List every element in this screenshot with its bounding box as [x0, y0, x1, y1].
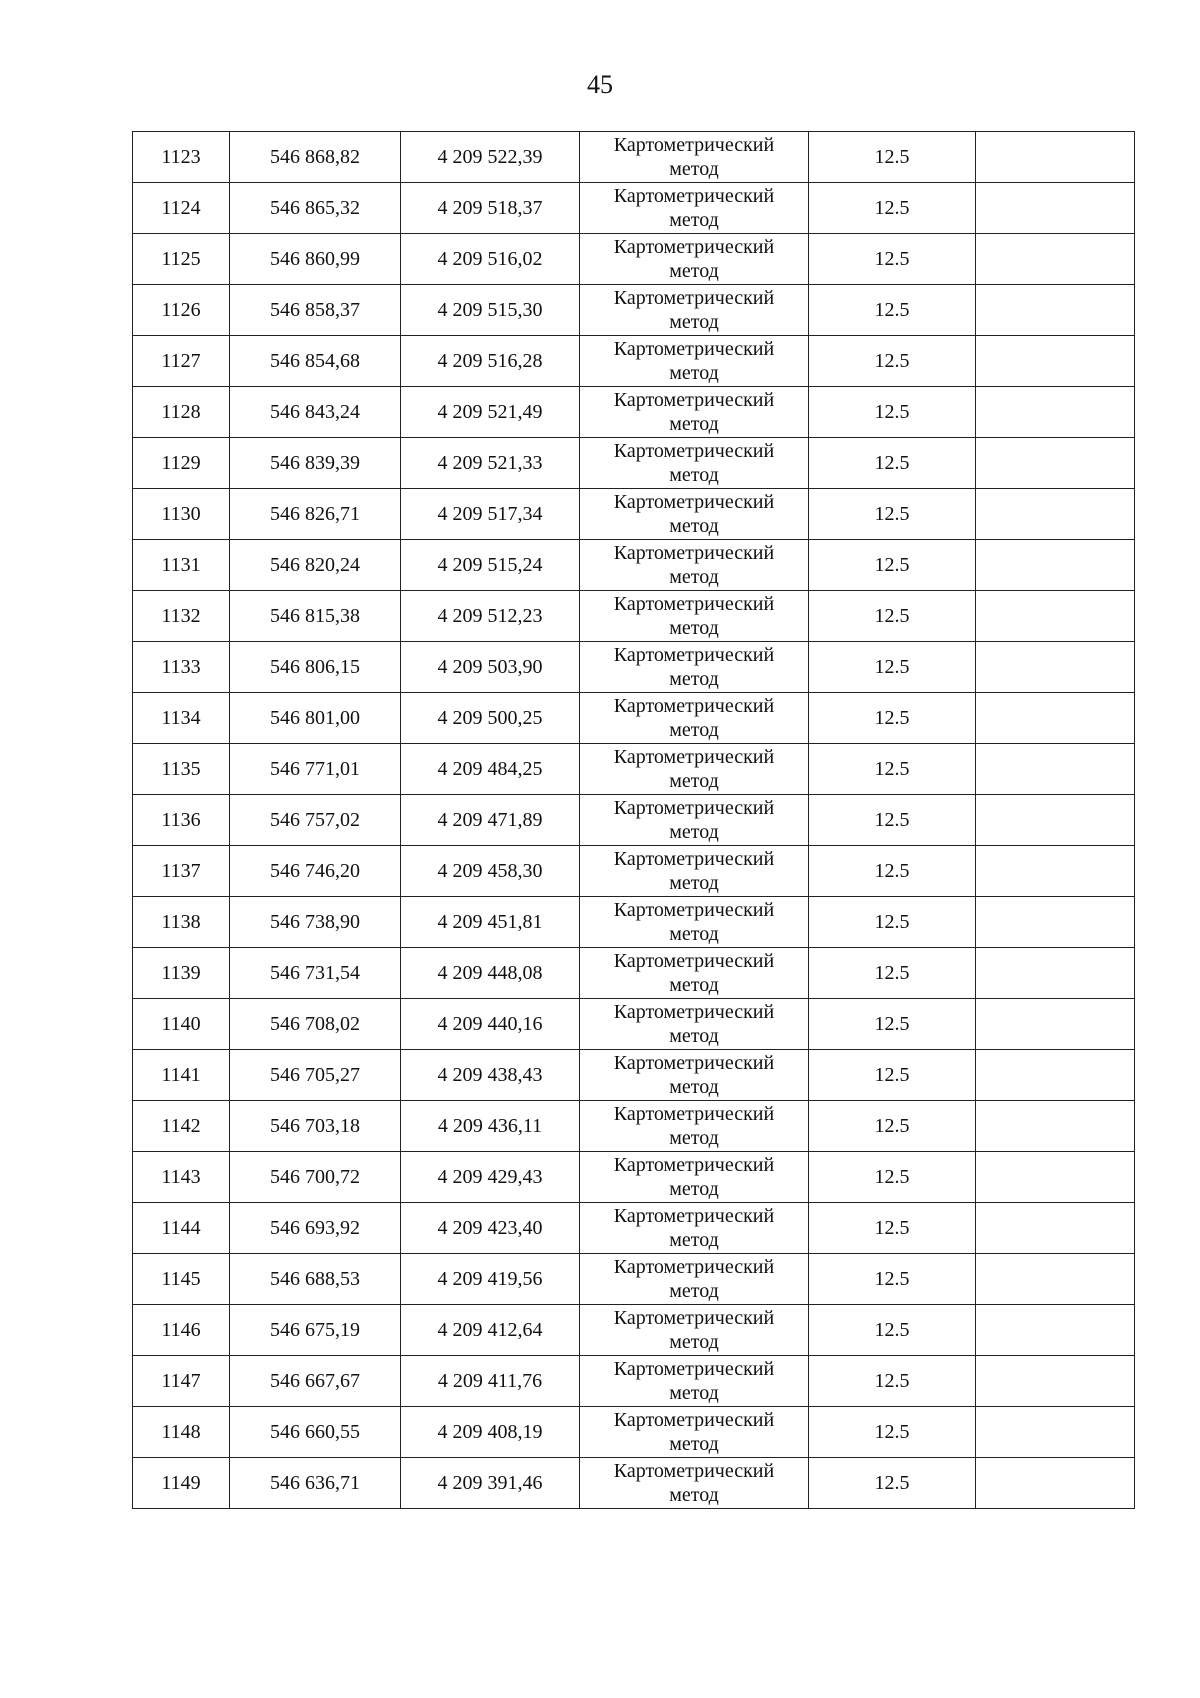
method-line-1: Картометрический: [613, 1256, 775, 1278]
accuracy-cell: 12.5: [809, 1407, 976, 1458]
method-line-2: метод: [669, 1484, 719, 1506]
table-row: [133, 846, 1135, 897]
method-line-2: метод: [669, 719, 719, 741]
method-cell: [580, 1407, 809, 1458]
table-row: [133, 336, 1135, 387]
accuracy-cell: 12.5: [809, 948, 976, 999]
method-cell: [580, 591, 809, 642]
method-line-2: метод: [669, 1127, 719, 1149]
x-coordinate-cell: 546 660,55: [230, 1407, 401, 1458]
accuracy-cell: 12.5: [809, 795, 976, 846]
note-cell: [976, 1254, 1135, 1305]
point-number-cell: 1147: [133, 1356, 230, 1407]
table-row: [133, 1407, 1135, 1458]
table-row: [133, 1101, 1135, 1152]
point-number-cell: 1123: [133, 132, 230, 183]
y-coordinate-cell: 4 209 516,02: [401, 234, 580, 285]
point-number-cell: 1143: [133, 1152, 230, 1203]
note-cell: [976, 1305, 1135, 1356]
table-row: [133, 132, 1135, 183]
method-line-2: метод: [669, 158, 719, 180]
note-cell: [976, 948, 1135, 999]
method-line-2: метод: [669, 1178, 719, 1200]
note-cell: [976, 1407, 1135, 1458]
method-line-1: Картометрический: [613, 338, 775, 360]
y-coordinate-cell: 4 209 521,33: [401, 438, 580, 489]
method-line-1: Картометрический: [613, 1358, 775, 1380]
y-coordinate-cell: 4 209 518,37: [401, 183, 580, 234]
method-line-1: Картометрический: [613, 1205, 775, 1227]
point-number-cell: 1125: [133, 234, 230, 285]
accuracy-cell: 12.5: [809, 1101, 976, 1152]
y-coordinate-cell: 4 209 471,89: [401, 795, 580, 846]
y-coordinate-cell: 4 209 500,25: [401, 693, 580, 744]
method-cell: [580, 1254, 809, 1305]
note-cell: [976, 1101, 1135, 1152]
table-row: [133, 693, 1135, 744]
method-cell: [580, 948, 809, 999]
note-cell: [976, 1152, 1135, 1203]
y-coordinate-cell: 4 209 451,81: [401, 897, 580, 948]
note-cell: [976, 744, 1135, 795]
method-cell: [580, 1458, 809, 1509]
table-row: [133, 183, 1135, 234]
method-line-2: метод: [669, 1331, 719, 1353]
method-cell: [580, 540, 809, 591]
method-line-1: Картометрический: [613, 389, 775, 411]
method-cell: [580, 1152, 809, 1203]
table-row: [133, 591, 1135, 642]
method-line-1: Картометрический: [613, 134, 775, 156]
note-cell: [976, 438, 1135, 489]
accuracy-cell: 12.5: [809, 489, 976, 540]
x-coordinate-cell: 546 865,32: [230, 183, 401, 234]
method-line-1: Картометрический: [613, 1460, 775, 1482]
y-coordinate-cell: 4 209 411,76: [401, 1356, 580, 1407]
table-row: [133, 897, 1135, 948]
accuracy-cell: 12.5: [809, 1050, 976, 1101]
method-line-2: метод: [669, 923, 719, 945]
method-cell: [580, 387, 809, 438]
x-coordinate-cell: 546 843,24: [230, 387, 401, 438]
method-cell: [580, 642, 809, 693]
point-number-cell: 1148: [133, 1407, 230, 1458]
method-line-1: Картометрический: [613, 950, 775, 972]
y-coordinate-cell: 4 209 423,40: [401, 1203, 580, 1254]
point-number-cell: 1137: [133, 846, 230, 897]
x-coordinate-cell: 546 860,99: [230, 234, 401, 285]
method-cell: [580, 744, 809, 795]
y-coordinate-cell: 4 209 440,16: [401, 999, 580, 1050]
table-row: [133, 1203, 1135, 1254]
method-line-1: Картометрический: [613, 1154, 775, 1176]
y-coordinate-cell: 4 209 522,39: [401, 132, 580, 183]
x-coordinate-cell: 546 815,38: [230, 591, 401, 642]
x-coordinate-cell: 546 854,68: [230, 336, 401, 387]
y-coordinate-cell: 4 209 436,11: [401, 1101, 580, 1152]
y-coordinate-cell: 4 209 512,23: [401, 591, 580, 642]
note-cell: [976, 1050, 1135, 1101]
method-line-2: метод: [669, 413, 719, 435]
method-cell: [580, 999, 809, 1050]
method-line-2: метод: [669, 821, 719, 843]
x-coordinate-cell: 546 667,67: [230, 1356, 401, 1407]
method-line-2: метод: [669, 1229, 719, 1251]
method-cell: [580, 438, 809, 489]
method-cell: [580, 1356, 809, 1407]
point-number-cell: 1130: [133, 489, 230, 540]
method-line-2: метод: [669, 1433, 719, 1455]
accuracy-cell: 12.5: [809, 132, 976, 183]
method-line-1: Картометрический: [613, 1103, 775, 1125]
point-number-cell: 1133: [133, 642, 230, 693]
note-cell: [976, 591, 1135, 642]
accuracy-cell: 12.5: [809, 1305, 976, 1356]
point-number-cell: 1142: [133, 1101, 230, 1152]
note-cell: [976, 336, 1135, 387]
table-row: [133, 387, 1135, 438]
x-coordinate-cell: 546 826,71: [230, 489, 401, 540]
point-number-cell: 1146: [133, 1305, 230, 1356]
y-coordinate-cell: 4 209 458,30: [401, 846, 580, 897]
table-row: [133, 744, 1135, 795]
note-cell: [976, 234, 1135, 285]
point-number-cell: 1129: [133, 438, 230, 489]
point-number-cell: 1140: [133, 999, 230, 1050]
note-cell: [976, 1203, 1135, 1254]
y-coordinate-cell: 4 209 484,25: [401, 744, 580, 795]
table-row: [133, 438, 1135, 489]
x-coordinate-cell: 546 636,71: [230, 1458, 401, 1509]
point-number-cell: 1144: [133, 1203, 230, 1254]
note-cell: [976, 846, 1135, 897]
method-cell: [580, 795, 809, 846]
table-row: [133, 1305, 1135, 1356]
note-cell: [976, 897, 1135, 948]
x-coordinate-cell: 546 675,19: [230, 1305, 401, 1356]
method-line-1: Картометрический: [613, 593, 775, 615]
table-row: [133, 642, 1135, 693]
y-coordinate-cell: 4 209 521,49: [401, 387, 580, 438]
method-cell: [580, 132, 809, 183]
method-line-1: Картометрический: [613, 1307, 775, 1329]
x-coordinate-cell: 546 839,39: [230, 438, 401, 489]
method-line-1: Картометрический: [613, 1052, 775, 1074]
accuracy-cell: 12.5: [809, 1203, 976, 1254]
accuracy-cell: 12.5: [809, 846, 976, 897]
table-row: [133, 999, 1135, 1050]
table-row: [133, 1356, 1135, 1407]
method-line-2: метод: [669, 515, 719, 537]
point-number-cell: 1145: [133, 1254, 230, 1305]
method-cell: [580, 285, 809, 336]
method-line-1: Картометрический: [613, 797, 775, 819]
accuracy-cell: 12.5: [809, 1152, 976, 1203]
note-cell: [976, 1356, 1135, 1407]
method-line-2: метод: [669, 770, 719, 792]
method-line-2: метод: [669, 1076, 719, 1098]
note-cell: [976, 642, 1135, 693]
method-line-2: метод: [669, 1382, 719, 1404]
method-cell: [580, 693, 809, 744]
point-number-cell: 1139: [133, 948, 230, 999]
table-row: [133, 1152, 1135, 1203]
y-coordinate-cell: 4 209 408,19: [401, 1407, 580, 1458]
note-cell: [976, 693, 1135, 744]
method-line-2: метод: [669, 209, 719, 231]
note-cell: [976, 999, 1135, 1050]
note-cell: [976, 132, 1135, 183]
y-coordinate-cell: 4 209 419,56: [401, 1254, 580, 1305]
accuracy-cell: 12.5: [809, 897, 976, 948]
accuracy-cell: 12.5: [809, 387, 976, 438]
method-line-2: метод: [669, 566, 719, 588]
x-coordinate-cell: 546 703,18: [230, 1101, 401, 1152]
point-number-cell: 1124: [133, 183, 230, 234]
note-cell: [976, 183, 1135, 234]
method-line-1: Картометрический: [613, 899, 775, 921]
method-cell: [580, 489, 809, 540]
method-line-2: метод: [669, 974, 719, 996]
y-coordinate-cell: 4 209 517,34: [401, 489, 580, 540]
accuracy-cell: 12.5: [809, 591, 976, 642]
y-coordinate-cell: 4 209 448,08: [401, 948, 580, 999]
x-coordinate-cell: 546 757,02: [230, 795, 401, 846]
accuracy-cell: 12.5: [809, 234, 976, 285]
y-coordinate-cell: 4 209 515,24: [401, 540, 580, 591]
x-coordinate-cell: 546 746,20: [230, 846, 401, 897]
accuracy-cell: 12.5: [809, 183, 976, 234]
page-number: 45: [587, 70, 613, 99]
point-number-cell: 1132: [133, 591, 230, 642]
point-number-cell: 1126: [133, 285, 230, 336]
note-cell: [976, 540, 1135, 591]
table-row: [133, 489, 1135, 540]
x-coordinate-cell: 546 708,02: [230, 999, 401, 1050]
method-line-1: Картометрический: [613, 1001, 775, 1023]
y-coordinate-cell: 4 209 391,46: [401, 1458, 580, 1509]
y-coordinate-cell: 4 209 438,43: [401, 1050, 580, 1101]
note-cell: [976, 795, 1135, 846]
method-cell: [580, 183, 809, 234]
x-coordinate-cell: 546 688,53: [230, 1254, 401, 1305]
method-cell: [580, 1305, 809, 1356]
method-line-2: метод: [669, 1025, 719, 1047]
method-cell: [580, 897, 809, 948]
accuracy-cell: 12.5: [809, 438, 976, 489]
accuracy-cell: 12.5: [809, 1458, 976, 1509]
point-number-cell: 1138: [133, 897, 230, 948]
method-cell: [580, 1101, 809, 1152]
x-coordinate-cell: 546 738,90: [230, 897, 401, 948]
note-cell: [976, 1458, 1135, 1509]
method-line-2: метод: [669, 872, 719, 894]
table-row: [133, 1254, 1135, 1305]
point-number-cell: 1131: [133, 540, 230, 591]
table-row: [133, 234, 1135, 285]
accuracy-cell: 12.5: [809, 1254, 976, 1305]
table-row: [133, 1458, 1135, 1509]
table-row: [133, 285, 1135, 336]
accuracy-cell: 12.5: [809, 336, 976, 387]
method-cell: [580, 234, 809, 285]
x-coordinate-cell: 546 693,92: [230, 1203, 401, 1254]
method-line-1: Картометрический: [613, 848, 775, 870]
method-line-1: Картометрический: [613, 1409, 775, 1431]
method-line-2: метод: [669, 1280, 719, 1302]
method-line-1: Картометрический: [613, 287, 775, 309]
method-cell: [580, 1203, 809, 1254]
x-coordinate-cell: 546 820,24: [230, 540, 401, 591]
method-line-1: Картометрический: [613, 491, 775, 513]
method-cell: [580, 1050, 809, 1101]
point-number-cell: 1149: [133, 1458, 230, 1509]
x-coordinate-cell: 546 705,27: [230, 1050, 401, 1101]
method-line-1: Картометрический: [613, 236, 775, 258]
table-row: [133, 540, 1135, 591]
y-coordinate-cell: 4 209 412,64: [401, 1305, 580, 1356]
x-coordinate-cell: 546 806,15: [230, 642, 401, 693]
method-line-2: метод: [669, 311, 719, 333]
method-line-1: Картометрический: [613, 746, 775, 768]
y-coordinate-cell: 4 209 429,43: [401, 1152, 580, 1203]
table-body: [133, 132, 1135, 1509]
method-line-1: Картометрический: [613, 440, 775, 462]
point-number-cell: 1128: [133, 387, 230, 438]
coordinates-table: [132, 131, 1135, 1509]
method-cell: [580, 846, 809, 897]
x-coordinate-cell: 546 858,37: [230, 285, 401, 336]
accuracy-cell: 12.5: [809, 642, 976, 693]
method-line-2: метод: [669, 260, 719, 282]
point-number-cell: 1127: [133, 336, 230, 387]
method-cell: [580, 336, 809, 387]
point-number-cell: 1136: [133, 795, 230, 846]
point-number-cell: 1134: [133, 693, 230, 744]
accuracy-cell: 12.5: [809, 693, 976, 744]
x-coordinate-cell: 546 731,54: [230, 948, 401, 999]
accuracy-cell: 12.5: [809, 285, 976, 336]
note-cell: [976, 285, 1135, 336]
x-coordinate-cell: 546 700,72: [230, 1152, 401, 1203]
method-line-1: Картометрический: [613, 644, 775, 666]
note-cell: [976, 489, 1135, 540]
accuracy-cell: 12.5: [809, 540, 976, 591]
x-coordinate-cell: 546 868,82: [230, 132, 401, 183]
method-line-2: метод: [669, 362, 719, 384]
x-coordinate-cell: 546 771,01: [230, 744, 401, 795]
method-line-2: метод: [669, 617, 719, 639]
y-coordinate-cell: 4 209 515,30: [401, 285, 580, 336]
method-line-2: метод: [669, 668, 719, 690]
method-line-1: Картометрический: [613, 185, 775, 207]
method-line-1: Картометрический: [613, 542, 775, 564]
table-row: [133, 948, 1135, 999]
accuracy-cell: 12.5: [809, 1356, 976, 1407]
y-coordinate-cell: 4 209 516,28: [401, 336, 580, 387]
y-coordinate-cell: 4 209 503,90: [401, 642, 580, 693]
x-coordinate-cell: 546 801,00: [230, 693, 401, 744]
table-row: [133, 795, 1135, 846]
accuracy-cell: 12.5: [809, 744, 976, 795]
method-line-1: Картометрический: [613, 695, 775, 717]
method-line-2: метод: [669, 464, 719, 486]
point-number-cell: 1135: [133, 744, 230, 795]
note-cell: [976, 387, 1135, 438]
table-row: [133, 1050, 1135, 1101]
point-number-cell: 1141: [133, 1050, 230, 1101]
accuracy-cell: 12.5: [809, 999, 976, 1050]
